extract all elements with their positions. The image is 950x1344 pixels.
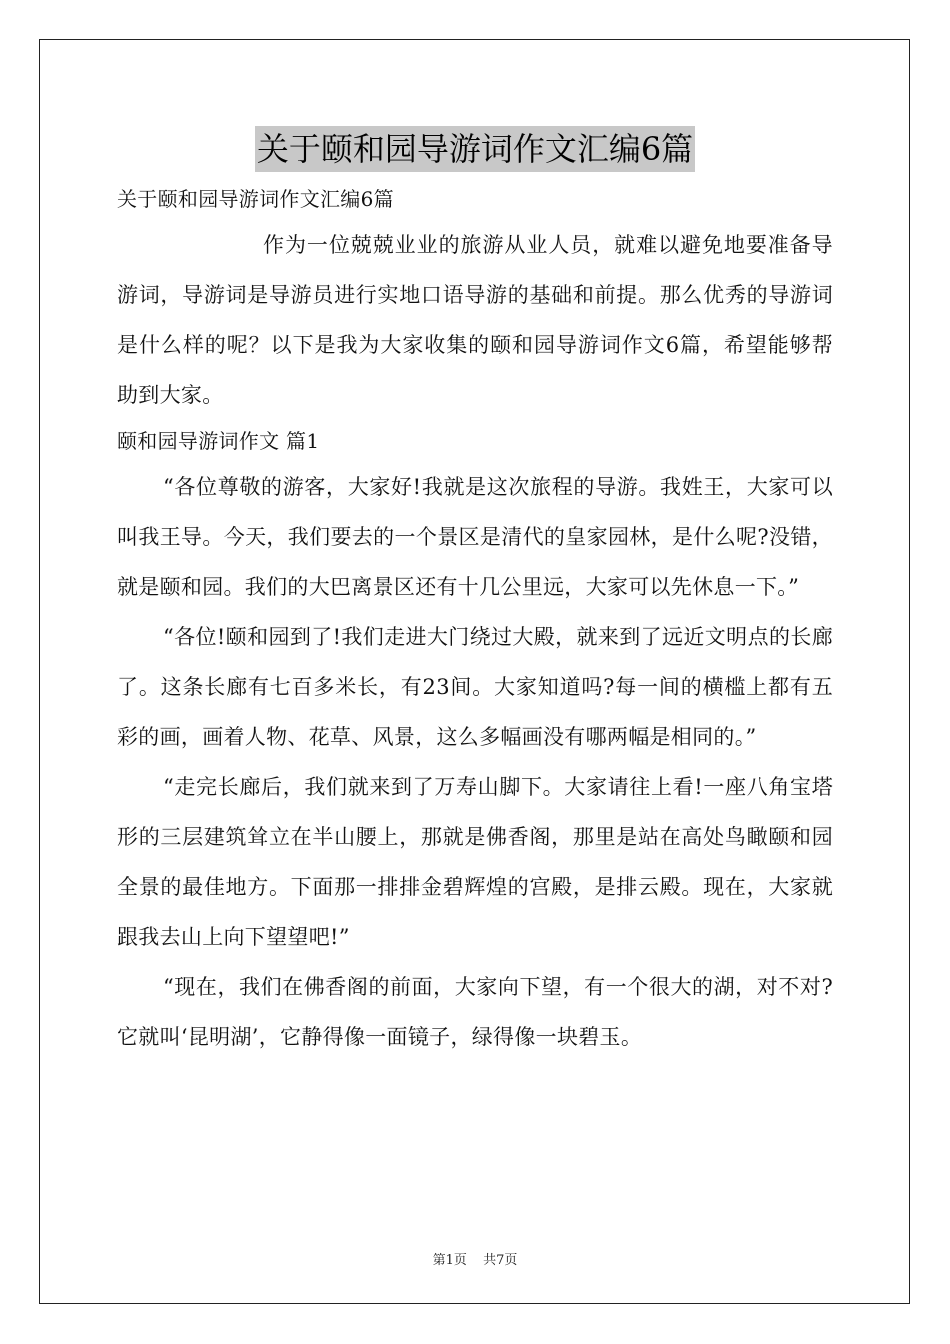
title-container	[0, 126, 950, 172]
intro-paragraph: 作为一位兢兢业业的旅游从业人员，就难以避免地要准备导游词，导游词是导游员进行实地口语导游的基础和前提。那么优秀的导游词是什么样的呢？以下是我为大家收集的颐和园导游词作文6篇，希望能够帮助到大家。	[117, 233, 833, 407]
document-title: 关于颐和园导游词作文汇编6篇	[255, 126, 695, 172]
page-number-current: 第1页	[432, 1253, 467, 1268]
body-paragraph: “各位!颐和园到了!我们走进大门绕过大殿，就来到了远近文明点的长廊了。这条长廊有七百多米长，有23间。大家知道吗?每一间的横槛上都有五彩的画，画着人物、花草、风景，这么多幅画没有哪两幅是相同的。”	[117, 625, 833, 749]
document-body	[117, 178, 833, 1062]
document-subtitle: 关于颐和园导游词作文汇编6篇	[117, 187, 394, 211]
body-paragraph: “现在，我们在佛香阁的前面，大家向下望，有一个很大的湖，对不对?它就叫‘昆明湖’，它静得像一面镜子，绿得像一块碧玉。	[117, 975, 833, 1049]
body-paragraph: “各位尊敬的游客，大家好!我就是这次旅程的导游。我姓王，大家可以叫我王导。今天，我们要去的一个景区是清代的皇家园林，是什么呢?没错，就是颐和园。我们的大巴离景区还有十几公里远，大家可以先休息一下。”	[117, 475, 833, 599]
page-number-total: 共7页	[483, 1253, 518, 1268]
page-footer	[0, 1249, 950, 1268]
body-paragraph: “走完长廊后，我们就来到了万寿山脚下。大家请往上看!一座八角宝塔形的三层建筑耸立在半山腰上，那就是佛香阁，那里是站在高处鸟瞰颐和园全景的最佳地方。下面那一排排金碧辉煌的宫殿，是排云殿。现在，大家就跟我去山上向下望望吧!”	[117, 775, 833, 949]
section-heading: 颐和园导游词作文 篇1	[117, 429, 320, 453]
